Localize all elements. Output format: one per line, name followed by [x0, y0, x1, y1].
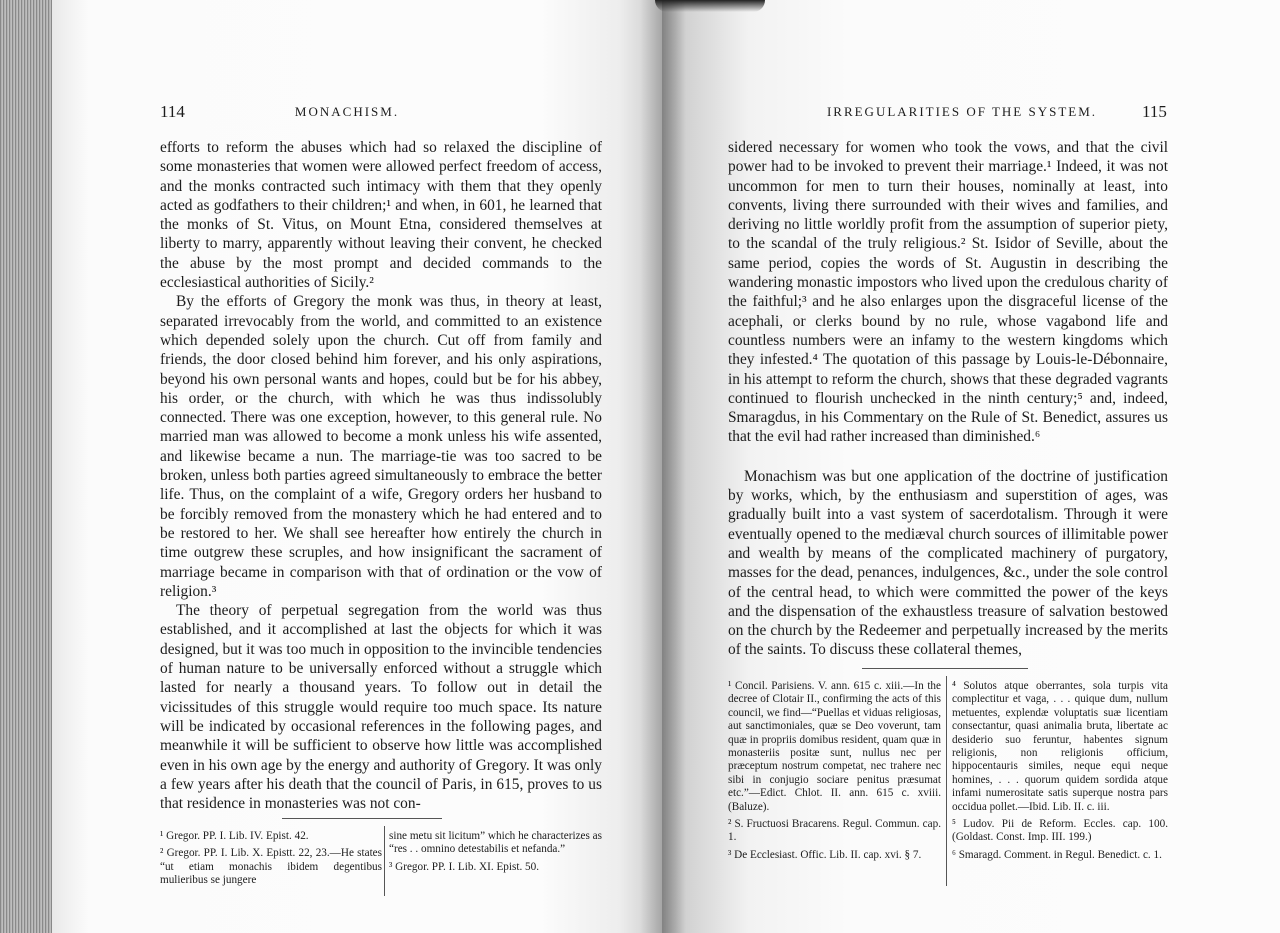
left-page — [52, 0, 662, 933]
left-footnote-2-continued: sine metu sit licitum” which he characterizes as “res . . omnino detestabilis et nefanda.” — [389, 830, 602, 856]
right-paragraph-1: sidered necessary for women who took the vows, and that the civil power had to be invoked to prevent their marriage.¹ Indeed, it was not uncommon for men to turn their houses, nominally at least, into convents, living there surrounded with their wives and families, and deriving no little worldly profit from the assumption of superior piety, to the scandal of the truly religious.² St. Isidor of Seville, about the same period, copies the words of St. Augustin in describing the wandering monastic impostors who lived upon the credulous charity of the faithful;³ and he also enlarges upon the disgraceful license of the acephali, or clerks bound by no rule, whose vagabond life and countless numbers were an infamy to the western kingdoms which they infested.⁴ The quotation of this passage by Louis-le-Débonnaire, in his attempt to reform the church, shows that these degraded vagrants continued to flourish unchecked in the ninth century;⁵ and, indeed, Smaragdus, in his Commentary on the Rule of St. Benedict, assures us that the evil had rather increased than diminished.⁶ — [728, 139, 1168, 446]
right-footnote-4: ⁴ Solutos atque oberrantes, sola turpis vita complectitur et vaga, . . . quique dum, nullum metuentes, explendæ voluptatis suæ licentiam consectantur, quasi animalia bruta, libertate ac desiderio suo feruntur, habentes signum religionis, non religionis officium, hippocentauris similes, neque equi neque homines, . . . quorum quidem sordida atque infami numerositate satis superque nostra pars occidua pollet.—Ibid. Lib. II. c. iii. — [952, 680, 1168, 813]
left-paragraph-2: By the efforts of Gregory the monk was thus, in theory at least, separated irrevocably from the world, and committed to an existence which depended solely upon the church. Cut off from family and friends, the door closed behind him forever, and his only aspirations, beyond his own personal wants and hopes, could but be for his abbey, his order, or the church, with which he was thus indissolubly connected. There was one exception, however, to this general rule. No married man was allowed to become a monk unless his wife assented, and likewise became a nun. The marriage-tie was too sacred to be broken, unless both parties agreed simultaneously to embrace the better life. Thus, on the complaint of a wife, Gregory orders her husband to be forcibly removed from the monastery which he had entered and to be restored to her. We shall see hereafter how entirely the church in time outgrew these scruples, and how insignificant the sacrament of marriage became in comparison with that of ordination or the vow of religion.³ — [160, 293, 602, 600]
left-footnote-2: ² Gregor. PP. I. Lib. X. Epistt. 22, 23.—He states “ut etiam monachis ibidem degentibus mulieribus se jungere — [160, 847, 382, 887]
left-body-text — [160, 138, 602, 813]
left-footnote-1: ¹ Gregor. PP. I. Lib. IV. Epist. 42. — [160, 830, 309, 842]
left-footnotes-col2 — [389, 830, 602, 878]
right-page-number: 115 — [1142, 102, 1167, 121]
left-paragraph-1: efforts to reform the abuses which had so relaxed the discipline of some monasteries that women were allowed perfect freedom of access, and the monks contracted such intimacy with them that they openly acted as godfathers to their children;¹ and when, in 601, he learned that the monks of St. Vitus, on Mount Etna, considered themselves at liberty to marry, apparently without leaving their convent, he checked the abuse by the most prompt and decided commands to the ecclesiastical authorities of Sicily.² — [160, 139, 602, 292]
book-page-edges — [0, 0, 58, 933]
left-footnote-3: ³ Gregor. PP. I. Lib. XI. Epist. 50. — [389, 860, 540, 873]
right-footnote-1: ¹ Concil. Parisiens. V. ann. 615 c. xiii.—In the decree of Clotair II., confirming the acts of this council, we find—“Puellas et viduas religiosas, aut sanctimoniales, quæ se Deo voverunt, tam quæ in propriis domibus resident, quam quæ in monasteriis positæ sunt, nullus nec per præceptum nostrum competat, nec trahere nec sibi in conjugio sociare penitus præsumat etc.”—Edict. Chlot. II. ann. 615 c. xviii. (Baluze). — [728, 680, 941, 813]
right-footnotes-col2 — [952, 680, 1168, 866]
right-footnote-3: ³ De Ecclesiast. Offic. Lib. II. cap. xvi. § 7. — [728, 848, 922, 861]
left-footnote-rule — [282, 818, 442, 819]
book-spine-top — [655, 0, 765, 12]
left-footnotes-col1 — [160, 830, 382, 892]
right-footnote-rule — [862, 668, 1028, 669]
right-paragraph-2: Monachism was but one application of the doctrine of justification by works, which, by the enthusiasm and superstition of ages, was gradually built into a vast system of sacerdotalism. Through it were eventually opened to the mediæval church sources of illimitable power and wealth by means of the complicated machinery of purgatory, masses for the dead, penances, indulgences, &c., under the sole control of the central head, to which were committed the power of the keys and the dispensation of the exhaustless treasure of salvation bestowed on the church by the Redeemer and perpetually increased by the merits of the saints. To discuss these collateral themes, — [728, 467, 1168, 659]
right-page — [662, 0, 1280, 933]
right-footnote-2: ² S. Fructuosi Bracarens. Regul. Commun. cap. 1. — [728, 818, 941, 844]
left-page-number: 114 — [160, 102, 185, 121]
left-paragraph-3: The theory of perpetual segregation from the world was thus established, and it accomplished at last the objects for which it was designed, but it was too much in opposition to the invincible tendencies of human nature to be universally enforced without a struggle which lasted for nearly a thousand years. To follow out in detail the vicissitudes of this struggle would require too much space. Its nature will be indicated by occasional references in the following pages, and meanwhile it will be sufficient to observe how little was accomplished even in his own age by the energy and authority of Gregory. It was only a few years after his death that the council of Paris, in 615, proves to us that residence in monasteries was not con- — [160, 602, 602, 813]
right-body-text — [728, 138, 1168, 660]
right-footnote-5: ⁵ Ludov. Pii de Reform. Eccles. cap. 100. (Goldast. Const. Imp. III. 199.) — [952, 818, 1168, 844]
right-footnote-6: ⁶ Smaragd. Comment. in Regul. Benedict. c. 1. — [952, 848, 1162, 861]
right-running-head: IRREGULARITIES OF THE SYSTEM. — [826, 104, 1098, 119]
right-footnotes-col1 — [728, 680, 941, 866]
left-running-head: MONACHISM. — [294, 104, 400, 119]
